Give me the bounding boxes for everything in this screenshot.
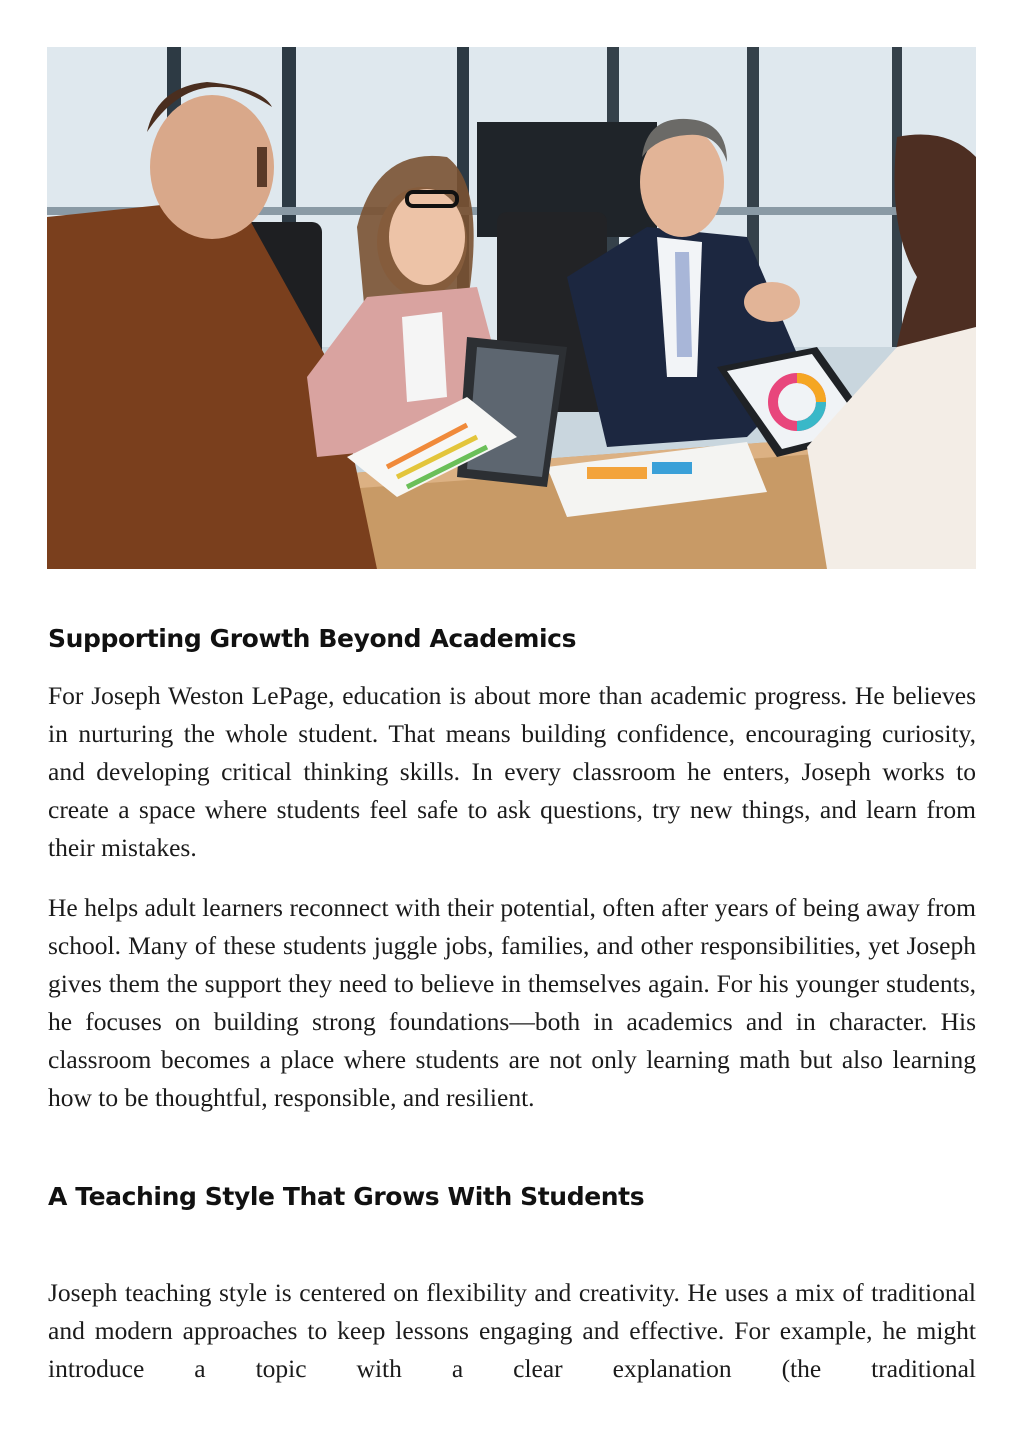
paragraph: For Joseph Weston LePage, education is about more than academic progress. He believes in nurturing the whole student. That means building confidence, encouraging curiosity, and developing critical thinking skills. In every classroom he enters, Joseph works to create a space where students feel safe to ask questions, try new things, and learn from their mistakes.	[48, 681, 976, 862]
meeting-photo-illustration	[47, 47, 976, 569]
section-heading-growth: Supporting Growth Beyond Academics	[48, 624, 577, 653]
paragraph: He helps adult learners reconnect with their potential, often after years of being away from school. Many of these students juggle jobs, families, and other responsibilities, yet Joseph gives them the support they need to believe in themselves again. For his younger students, he focuses on building strong foundations—both in academics and in character. His classroom becomes a place where students are not only learning math but also learning how to be thoughtful, responsible, and resilient.	[48, 893, 976, 1112]
section-heading-teaching-style: A Teaching Style That Grows With Students	[48, 1182, 645, 1211]
meeting-photo	[47, 47, 976, 569]
paragraph: Joseph teaching style is centered on flexibility and creativity. He uses a mix of traditional and modern approaches to keep lessons engaging and effective. For example, he might introduce a topic with a clear explanation (the traditional	[48, 1278, 976, 1383]
